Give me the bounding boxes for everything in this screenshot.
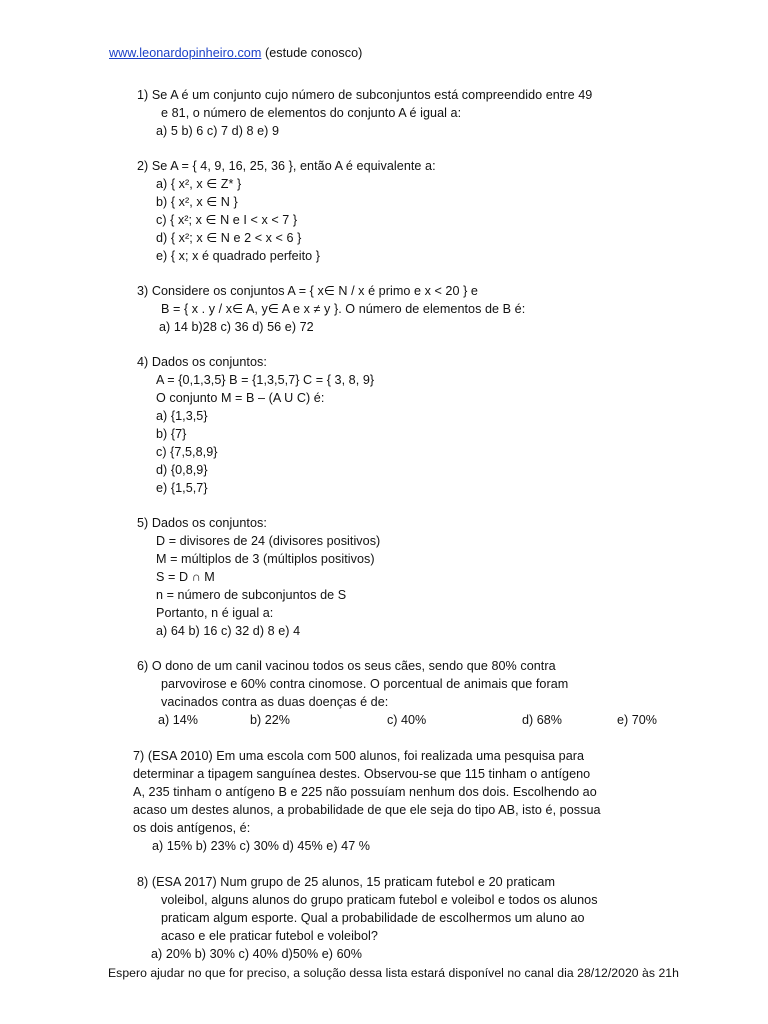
q1-line-1: 1) Se A é um conjunto cujo número de subconjuntos está compreendido entre 49 bbox=[137, 88, 593, 102]
q5-line-2: D = divisores de 24 (divisores positivos) bbox=[156, 534, 381, 548]
q4-line-2: A = {0,1,3,5} B = {1,3,5,7} C = { 3, 8, 9} bbox=[156, 373, 375, 387]
q2-option-c: c) { x²; x ∈ N e I < x < 7 } bbox=[156, 213, 298, 227]
q5-line-5: n = número de subconjuntos de S bbox=[156, 588, 347, 602]
q4-line-1: 4) Dados os conjuntos: bbox=[137, 355, 267, 369]
footer-note: Espero ajudar no que for preciso, a solução dessa lista estará disponível no canal dia 28/12/2020 às 21h bbox=[108, 966, 679, 980]
q5-line-1: 5) Dados os conjuntos: bbox=[137, 516, 267, 530]
q6-option-e: e) 70% bbox=[617, 713, 657, 727]
q1-line-2: e 81, o número de elementos do conjunto A é igual a: bbox=[161, 106, 462, 120]
q4-option-b: b) {7} bbox=[156, 427, 187, 441]
q8-line-1: 8) (ESA 2017) Num grupo de 25 alunos, 15 praticam futebol e 20 praticam bbox=[137, 875, 555, 889]
q3-line-1: 3) Considere os conjuntos A = { x∈ N / x é primo e x < 20 } e bbox=[137, 284, 478, 298]
q5-line-6: Portanto, n é igual a: bbox=[156, 606, 274, 620]
q6-option-b: b) 22% bbox=[250, 713, 290, 727]
q7-options: a) 15% b) 23% c) 30% d) 45% e) 47 % bbox=[152, 839, 371, 853]
q6-option-a: a) 14% bbox=[158, 713, 198, 727]
q1-options: a) 5 b) 6 c) 7 d) 8 e) 9 bbox=[156, 124, 279, 138]
q4-option-e: e) {1,5,7} bbox=[156, 481, 208, 495]
q5-line-3: M = múltiplos de 3 (múltiplos positivos) bbox=[156, 552, 375, 566]
q7-line-4: acaso um destes alunos, a probabilidade de que ele seja do tipo AB, isto é, possua bbox=[133, 803, 601, 817]
q2-option-b: b) { x², x ∈ N } bbox=[156, 195, 238, 209]
q6-line-3: vacinados contra as duas doenças é de: bbox=[161, 695, 389, 709]
q6-line-1: 6) O dono de um canil vacinou todos os seus cães, sendo que 80% contra bbox=[137, 659, 556, 673]
q2-option-e: e) { x; x é quadrado perfeito } bbox=[156, 249, 320, 263]
q6-line-2: parvovirose e 60% contra cinomose. O porcentual de animais que foram bbox=[161, 677, 569, 691]
header-suffix: (estude conosco) bbox=[264, 46, 363, 60]
q7-line-3: A, 235 tinham o antígeno B e 225 não possuíam nenhum dos dois. Escolhendo ao bbox=[133, 785, 597, 799]
q4-option-c: c) {7,5,8,9} bbox=[156, 445, 218, 459]
q4-line-3: O conjunto M = B – (A U C) é: bbox=[156, 391, 325, 405]
q5-options: a) 64 b) 16 c) 32 d) 8 e) 4 bbox=[156, 624, 301, 638]
q6-option-d: d) 68% bbox=[522, 713, 562, 727]
q4-option-d: d) {0,8,9} bbox=[156, 463, 208, 477]
q7-line-5: os dois antígenos, é: bbox=[133, 821, 251, 835]
header bbox=[109, 44, 362, 62]
q2-option-a: a) { x², x ∈ Z* } bbox=[156, 177, 242, 191]
q2-option-d: d) { x²; x ∈ N e 2 < x < 6 } bbox=[156, 231, 302, 245]
q8-line-3: praticam algum esporte. Qual a probabilidade de escolhermos um aluno ao bbox=[161, 911, 585, 925]
q2-line-1: 2) Se A = { 4, 9, 16, 25, 36 }, então A é equivalente a: bbox=[137, 159, 436, 173]
website-link[interactable]: www.leonardopinheiro.com bbox=[109, 46, 262, 60]
q6-option-c: c) 40% bbox=[387, 713, 427, 727]
q7-line-2: determinar a tipagem sanguínea destes. Observou-se que 115 tinham o antígeno bbox=[133, 767, 591, 781]
q8-line-2: voleibol, alguns alunos do grupo praticam futebol e voleibol e todos os alunos bbox=[161, 893, 598, 907]
q5-line-4: S = D ∩ M bbox=[156, 570, 215, 584]
q4-option-a: a) {1,3,5} bbox=[156, 409, 208, 423]
q8-options: a) 20% b) 30% c) 40% d)50% e) 60% bbox=[151, 947, 362, 961]
q7-line-1: 7) (ESA 2010) Em uma escola com 500 alunos, foi realizada uma pesquisa para bbox=[133, 749, 585, 763]
q8-line-4: acaso e ele praticar futebol e voleibol? bbox=[161, 929, 378, 943]
q3-options: a) 14 b)28 c) 36 d) 56 e) 72 bbox=[159, 320, 314, 334]
q3-line-2: B = { x . y / x∈ A, y∈ A e x ≠ y }. O número de elementos de B é: bbox=[161, 302, 526, 316]
